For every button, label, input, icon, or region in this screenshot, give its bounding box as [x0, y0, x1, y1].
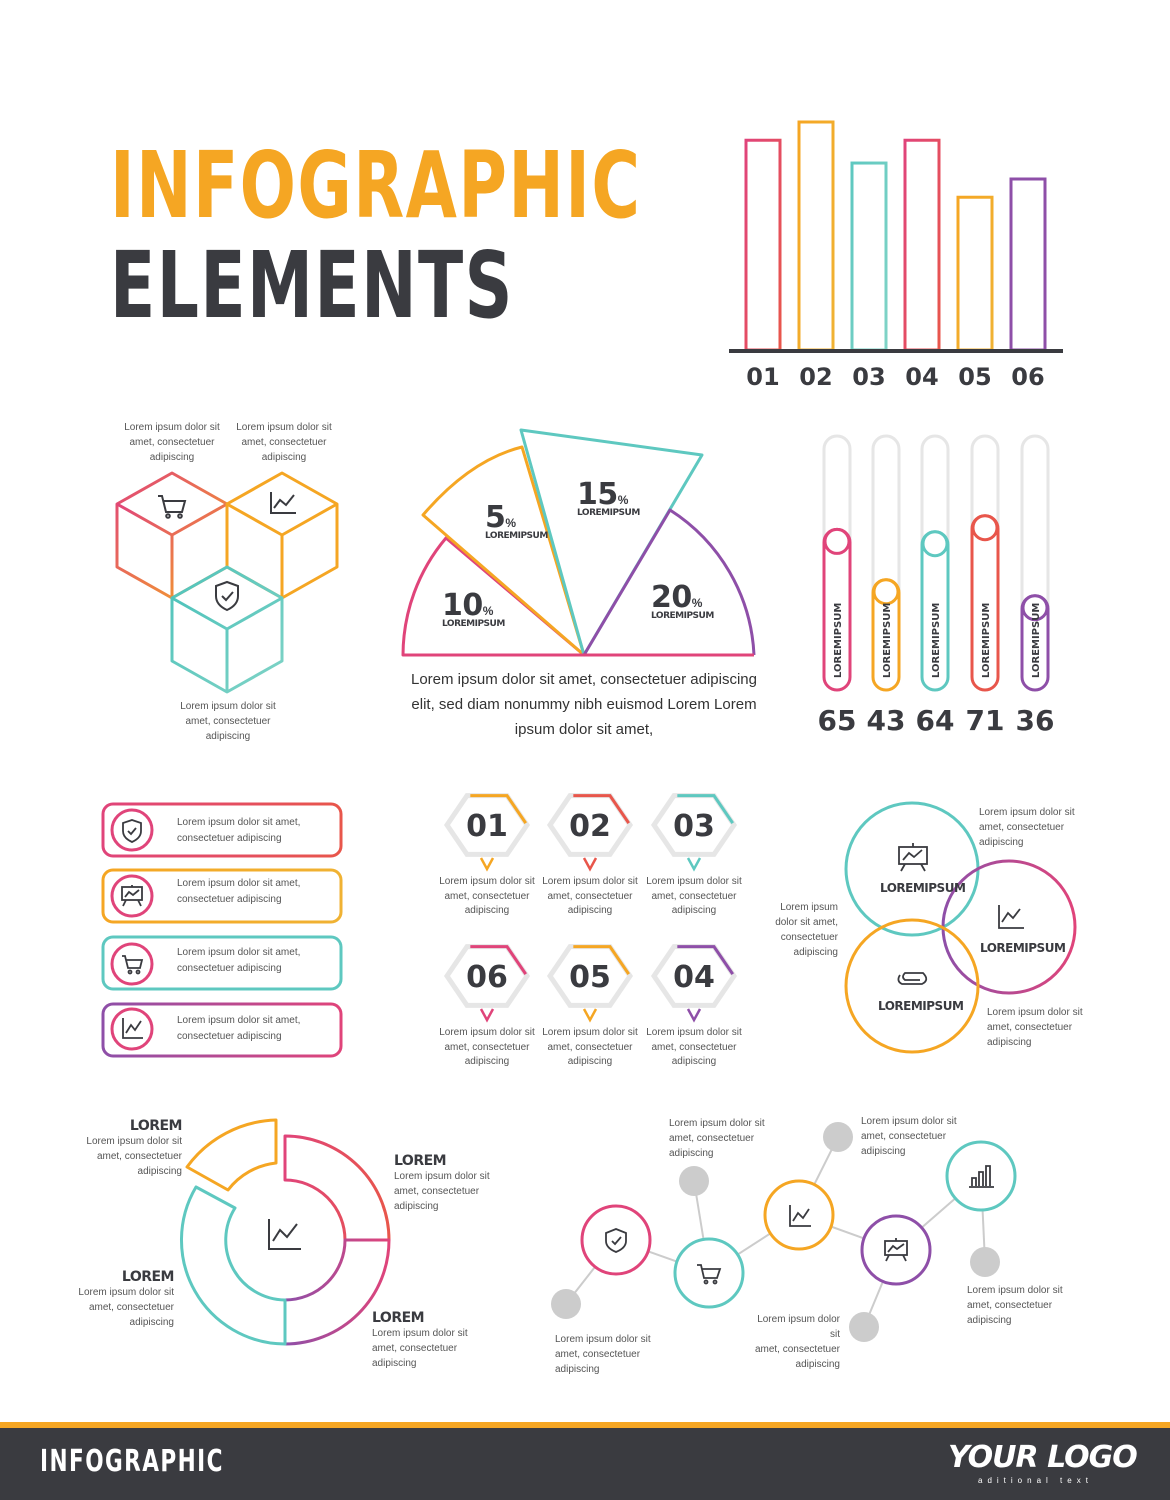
hex-number: 06 — [466, 960, 508, 995]
hex-number: 03 — [673, 809, 715, 844]
venn-label-2: LOREMIPSUM — [980, 941, 1066, 955]
hex-step-text: Lorem ipsum dolor sit amet, consectetuer adipiscing — [439, 1027, 535, 1067]
thermo-value-43: 43 — [866, 704, 906, 737]
card-2-text: Lorem ipsum dolor sit amet, consectetuer adipiscing — [177, 878, 301, 905]
hex-step-text: Lorem ipsum dolor sit amet, consectetuer adipiscing — [439, 876, 535, 916]
network-dot — [679, 1166, 709, 1196]
network-dot — [849, 1312, 879, 1342]
card-3-text: Lorem ipsum dolor sit amet, consectetuer adipiscing — [177, 947, 301, 974]
logo: YOUR LOGO — [948, 1440, 1137, 1475]
cube-text-left: Lorem ipsum dolor sit amet, consectetuer adipiscing — [124, 422, 220, 463]
network-dot — [551, 1289, 581, 1319]
thermo-label: LOREMIPSUM — [882, 602, 893, 678]
thermo-label: LOREMIPSUM — [1031, 602, 1042, 678]
slice-10-label: 10% LOREMIPSUM — [442, 588, 505, 629]
network-node-shield — [582, 1206, 650, 1274]
network-node-bars — [947, 1142, 1015, 1210]
thermo-label: LOREMIPSUM — [833, 602, 844, 678]
donut-label-1: LOREM Lorem ipsum dolor sit amet, consectetuer adipiscing — [86, 1118, 182, 1177]
bar-label-06: 06 — [1011, 363, 1045, 391]
footer-title: INFOGRAPHIC — [40, 1444, 224, 1479]
network-node-presentation — [862, 1216, 930, 1284]
card-1-text: Lorem ipsum dolor sit amet, consectetuer adipiscing — [177, 817, 301, 844]
donut-label-3: LOREM Lorem ipsum dolor sit amet, consectetuer adipiscing — [78, 1269, 174, 1328]
thermo-value-71: 71 — [965, 704, 1005, 737]
thermo-value-64: 64 — [915, 704, 955, 737]
venn-label-3: LOREMIPSUM — [878, 999, 964, 1013]
venn-text-top: Lorem ipsum dolor sit amet, consectetuer adipiscing — [979, 807, 1075, 848]
cube-text-right: Lorem ipsum dolor sit amet, consectetuer adipiscing — [236, 422, 332, 463]
network-node-cart — [675, 1239, 743, 1307]
hex-number: 04 — [673, 960, 715, 995]
network-dot — [823, 1122, 853, 1152]
thermo-label: LOREMIPSUM — [931, 602, 942, 678]
title-line-2: ELEMENTS — [110, 232, 514, 339]
cube-text-bottom: Lorem ipsum dolor sit amet, consectetuer adipiscing — [180, 701, 276, 742]
bar-label-05: 05 — [958, 363, 992, 391]
network-text-1: Lorem ipsum dolor sit amet, consectetuer adipiscing — [669, 1118, 765, 1159]
thermo-label: LOREMIPSUM — [981, 602, 992, 678]
hex-step-text: Lorem ipsum dolor sit amet, consectetuer adipiscing — [542, 1027, 638, 1067]
donut-label-4: LOREM Lorem ipsum dolor sit amet, consectetuer adipiscing — [372, 1310, 468, 1369]
bar-label-02: 02 — [799, 363, 833, 391]
title-line-1: INFOGRAPHIC — [110, 132, 642, 239]
card-4-text: Lorem ipsum dolor sit amet, consectetuer adipiscing — [177, 1015, 301, 1042]
slice-20-label: 20% LOREMIPSUM — [651, 580, 714, 621]
network-dot — [970, 1247, 1000, 1277]
venn-label-1: LOREMIPSUM — [880, 881, 966, 895]
network-text-4: Lorem ipsum dolor sit amet, consectetuer adipiscing — [754, 1314, 840, 1370]
network-text-3: Lorem ipsum dolor sit amet, consectetuer adipiscing — [555, 1334, 651, 1375]
network-text-2: Lorem ipsum dolor sit amet, consectetuer adipiscing — [861, 1116, 957, 1157]
hex-number: 05 — [569, 960, 611, 995]
network-text-5: Lorem ipsum dolor sit amet, consectetuer adipiscing — [967, 1285, 1063, 1326]
thermo-value-65: 65 — [817, 704, 857, 737]
fan-paragraph: Lorem ipsum dolor sit amet, consectetuer adipiscing elit, sed diam nonummy nibh euismod Lorem Lorem ipsum dolor sit amet, — [411, 671, 757, 738]
logo-subtext: aditional text — [978, 1476, 1093, 1485]
hex-step-text: Lorem ipsum dolor sit amet, consectetuer adipiscing — [646, 876, 742, 916]
hex-number: 02 — [569, 809, 611, 844]
footer-bar — [0, 1422, 1170, 1500]
bar-label-04: 04 — [905, 363, 939, 391]
venn-text-left: Lorem ipsum dolor sit amet, consectetuer adipiscing — [775, 902, 838, 958]
donut-label-2: LOREM Lorem ipsum dolor sit amet, consectetuer adipiscing — [394, 1153, 490, 1212]
venn-text-bottom: Lorem ipsum dolor sit amet, consectetuer adipiscing — [987, 1007, 1083, 1048]
slice-15-label: 15% LOREMIPSUM — [577, 477, 640, 518]
bar-label-03: 03 — [852, 363, 886, 391]
thermo-value-36: 36 — [1015, 704, 1055, 737]
bar-label-01: 01 — [746, 363, 780, 391]
hex-number: 01 — [466, 809, 508, 844]
slice-5-label: 5% LOREMIPSUM — [485, 500, 548, 541]
hex-step-text: Lorem ipsum dolor sit amet, consectetuer adipiscing — [542, 876, 638, 916]
hex-step-text: Lorem ipsum dolor sit amet, consectetuer adipiscing — [646, 1027, 742, 1067]
